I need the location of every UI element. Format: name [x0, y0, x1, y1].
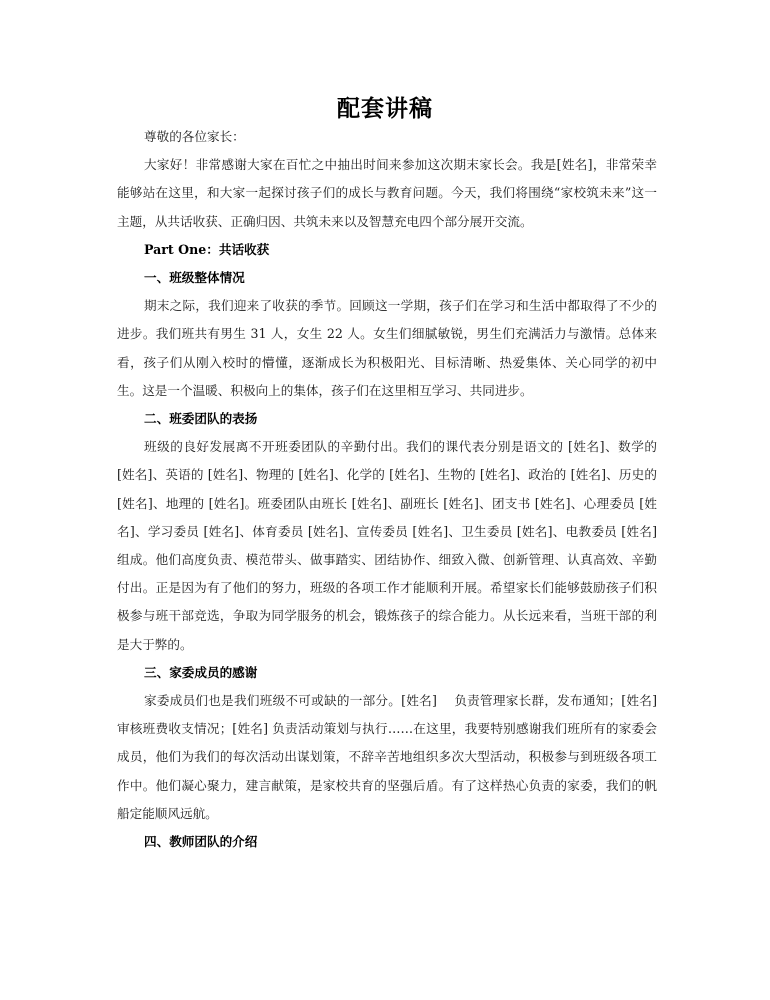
section3-heading: 三、家委成员的感谢: [144, 664, 258, 680]
section2-paragraph: 班级的良好发展离不开班委团队的辛勤付出。我们的课代表分别是语文的 [姓名]、数学的 [姓名]、英语的 [姓名]、物理的 [姓名]、化学的 [姓名]、生物的 [姓名]、政治的 [姓名]、历史的 [姓名]、地理的 [姓名]。班委团队由班长 [姓名]、副班长 [姓名]、团支书 [姓名]、心理委员 [姓名]、学习委员 [姓名]、体育委员 [姓名]、宣传委员 [姓名]、卫生委员 [姓名]、电教委员 [姓名] 组成。他们高度负责、模范带头、做事踏实、团结协作、细致入微、创新管理、认真高效、辛勤付出。正是因为有了他们的努力，班级的各项工作才能顺利开展。希望家长们能够鼓励孩子们积极参与班干部竞选，争取为同学服务的机会，锻炼孩子的综合能力。从长远来看，当班干部的利是大于弊的。: [117, 439, 657, 652]
part-one-heading: Part One：共话收获: [144, 241, 270, 257]
section1-heading: 一、班级整体情况: [144, 270, 245, 286]
salutation: 尊敬的各位家长：: [144, 129, 245, 144]
section4-heading: 四、教师团队的介绍: [144, 834, 258, 850]
section1-paragraph: 期末之际，我们迎来了收获的季节。回顾这一学期，孩子们在学习和生活中都取得了不少的进步。我们班共有男生 31 人，女生 22 人。女生们细腻敏锐，男生们充满活力与激情。总体来看，孩子们从刚入校时的懵懂，逐渐成长为积极阳光、目标清晰、热爱集体、关心同学的初中生。这是一个温暖、积极向上的集体，孩子们在这里相互学习、共同进步。: [117, 298, 657, 398]
section2-heading: 二、班委团队的表扬: [144, 411, 258, 427]
section3-paragraph: 家委成员们也是我们班级不可或缺的一部分。[姓名] 负责管理家长群，发布通知；[姓名] 审核班费收支情况；[姓名] 负责活动策划与执行……在这里，我要特别感谢我们班所有的家委会成员，他们为我们的每次活动出谋划策，不辞辛苦地组织多次大型活动，积极参与到班级各项工作中。他们凝心聚力，建言献策，是家校共育的坚强后盾。有了这样热心负责的家委，我们的帆船定能顺风远航。: [117, 693, 658, 821]
intro-paragraph: 大家好！非常感谢大家在百忙之中抽出时间来参加这次期末家长会。我是[姓名]，非常荣幸能够站在这里，和大家一起探讨孩子们的成长与教育问题。今天，我们将围绕“家校筑未来”这一主题，从共话收获、正确归因、共筑未来以及智慧充电四个部分展开交流。: [117, 157, 657, 229]
document-title: 配套讲稿: [337, 95, 433, 122]
document-body: [117, 123, 657, 856]
